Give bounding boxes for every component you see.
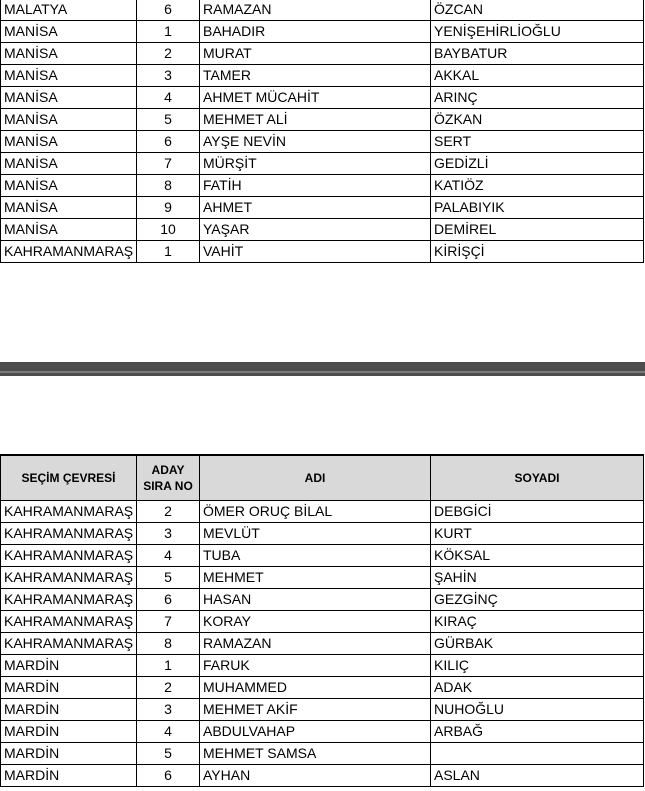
soyadi-cell: KURT [431, 523, 644, 545]
secim-cevresi-cell: MARDİN [1, 765, 137, 787]
soyadi-cell: GÜRBAK [431, 633, 644, 655]
table-row [1, 43, 644, 65]
secim-cevresi-cell: KAHRAMANMARAŞ [1, 633, 137, 655]
table-row [1, 765, 644, 787]
candidate-table-bottom-body [1, 501, 644, 787]
aday-sira-no-cell: 6 [137, 589, 200, 611]
adi-cell: YAŞAR [200, 219, 431, 241]
aday-sira-no-cell: 4 [137, 87, 200, 109]
aday-sira-no-cell: 6 [137, 131, 200, 153]
table-row [1, 0, 644, 21]
adi-cell: MEHMET AKİF [200, 699, 431, 721]
aday-sira-no-cell: 5 [137, 109, 200, 131]
table-row [1, 219, 644, 241]
aday-sira-no-cell: 5 [137, 567, 200, 589]
aday-sira-no-cell: 3 [137, 699, 200, 721]
aday-sira-no-cell: 3 [137, 65, 200, 87]
secim-cevresi-cell: MANİSA [1, 21, 137, 43]
adi-cell: MÜRŞİT [200, 153, 431, 175]
secim-cevresi-cell: KAHRAMANMARAŞ [1, 241, 137, 263]
soyadi-cell: ASLAN [431, 765, 644, 787]
aday-sira-no-cell: 6 [137, 765, 200, 787]
soyadi-cell: AKKAL [431, 65, 644, 87]
header-secim-cevresi: SEÇİM ÇEVRESİ [1, 455, 137, 501]
adi-cell: MEHMET ALİ [200, 109, 431, 131]
secim-cevresi-cell: MANİSA [1, 153, 137, 175]
adi-cell: RAMAZAN [200, 633, 431, 655]
aday-sira-no-cell: 1 [137, 21, 200, 43]
aday-sira-no-cell: 4 [137, 721, 200, 743]
soyadi-cell: BAYBATUR [431, 43, 644, 65]
secim-cevresi-cell: KAHRAMANMARAŞ [1, 523, 137, 545]
table-row [1, 65, 644, 87]
secim-cevresi-cell: MARDİN [1, 721, 137, 743]
soyadi-cell: ARBAĞ [431, 721, 644, 743]
adi-cell: MEHMET SAMSA [200, 743, 431, 765]
secim-cevresi-cell: KAHRAMANMARAŞ [1, 501, 137, 523]
soyadi-cell: KİRİŞÇİ [431, 241, 644, 263]
soyadi-cell: SERT [431, 131, 644, 153]
header-adi: ADI [200, 455, 431, 501]
secim-cevresi-cell: MANİSA [1, 109, 137, 131]
aday-sira-no-cell: 3 [137, 523, 200, 545]
soyadi-cell: YENİŞEHİRLİOĞLU [431, 21, 644, 43]
soyadi-cell: NUHOĞLU [431, 699, 644, 721]
soyadi-cell: GEZGİNÇ [431, 589, 644, 611]
adi-cell: VAHİT [200, 241, 431, 263]
soyadi-cell [431, 743, 644, 765]
secim-cevresi-cell: MANİSA [1, 197, 137, 219]
page-divider [0, 362, 645, 376]
aday-sira-no-cell: 8 [137, 633, 200, 655]
soyadi-cell: DEBGİCİ [431, 501, 644, 523]
table-row [1, 633, 644, 655]
soyadi-cell: ADAK [431, 677, 644, 699]
soyadi-cell: ÖZCAN [431, 0, 644, 21]
secim-cevresi-cell: MALATYA [1, 0, 137, 21]
table-row [1, 501, 644, 523]
aday-sira-no-cell: 1 [137, 241, 200, 263]
adi-cell: KORAY [200, 611, 431, 633]
secim-cevresi-cell: KAHRAMANMARAŞ [1, 611, 137, 633]
aday-sira-no-cell: 7 [137, 611, 200, 633]
table-header-row [1, 455, 644, 501]
soyadi-cell: ARINÇ [431, 87, 644, 109]
table-row [1, 743, 644, 765]
aday-sira-no-cell: 5 [137, 743, 200, 765]
adi-cell: BAHADIR [200, 21, 431, 43]
table-row [1, 655, 644, 677]
adi-cell: AHMET [200, 197, 431, 219]
secim-cevresi-cell: KAHRAMANMARAŞ [1, 589, 137, 611]
table-row [1, 545, 644, 567]
header-aday-sira-no: ADAY SIRA NO [137, 455, 200, 501]
aday-sira-no-cell: 2 [137, 501, 200, 523]
adi-cell: TUBA [200, 545, 431, 567]
table-row [1, 523, 644, 545]
candidate-table-top [0, 0, 644, 263]
table-row [1, 131, 644, 153]
secim-cevresi-cell: MARDİN [1, 699, 137, 721]
table-row [1, 153, 644, 175]
table-row [1, 87, 644, 109]
candidate-table-top-body [1, 0, 644, 263]
soyadi-cell: ÖZKAN [431, 109, 644, 131]
secim-cevresi-cell: MANİSA [1, 219, 137, 241]
secim-cevresi-cell: MARDİN [1, 655, 137, 677]
secim-cevresi-cell: KAHRAMANMARAŞ [1, 567, 137, 589]
soyadi-cell: PALABIYIK [431, 197, 644, 219]
secim-cevresi-cell: KAHRAMANMARAŞ [1, 545, 137, 567]
aday-sira-no-cell: 9 [137, 197, 200, 219]
adi-cell: FATİH [200, 175, 431, 197]
aday-sira-no-cell: 7 [137, 153, 200, 175]
adi-cell: FARUK [200, 655, 431, 677]
adi-cell: AYHAN [200, 765, 431, 787]
aday-sira-no-cell: 4 [137, 545, 200, 567]
soyadi-cell: GEDİZLİ [431, 153, 644, 175]
table-row [1, 197, 644, 219]
secim-cevresi-cell: MANİSA [1, 87, 137, 109]
adi-cell: MEHMET [200, 567, 431, 589]
secim-cevresi-cell: MANİSA [1, 131, 137, 153]
table-row [1, 611, 644, 633]
adi-cell: AHMET MÜCAHİT [200, 87, 431, 109]
table-row [1, 21, 644, 43]
adi-cell: AYŞE NEVİN [200, 131, 431, 153]
soyadi-cell: KATIÖZ [431, 175, 644, 197]
table-row [1, 109, 644, 131]
table-row [1, 699, 644, 721]
secim-cevresi-cell: MARDİN [1, 743, 137, 765]
candidate-table-bottom [0, 454, 644, 787]
secim-cevresi-cell: MANİSA [1, 175, 137, 197]
table-row [1, 677, 644, 699]
aday-sira-no-cell: 2 [137, 677, 200, 699]
table-row [1, 721, 644, 743]
soyadi-cell: ŞAHİN [431, 567, 644, 589]
aday-sira-no-cell: 1 [137, 655, 200, 677]
table-row [1, 589, 644, 611]
table-row [1, 567, 644, 589]
adi-cell: MUHAMMED [200, 677, 431, 699]
secim-cevresi-cell: MANİSA [1, 65, 137, 87]
header-soyadi: SOYADI [431, 455, 644, 501]
soyadi-cell: DEMİREL [431, 219, 644, 241]
aday-sira-no-cell: 2 [137, 43, 200, 65]
soyadi-cell: KÖKSAL [431, 545, 644, 567]
adi-cell: TAMER [200, 65, 431, 87]
aday-sira-no-cell: 10 [137, 219, 200, 241]
secim-cevresi-cell: MARDİN [1, 677, 137, 699]
adi-cell: ÖMER ORUÇ BİLAL [200, 501, 431, 523]
aday-sira-no-cell: 8 [137, 175, 200, 197]
adi-cell: MURAT [200, 43, 431, 65]
adi-cell: HASAN [200, 589, 431, 611]
adi-cell: MEVLÜT [200, 523, 431, 545]
soyadi-cell: KILIÇ [431, 655, 644, 677]
secim-cevresi-cell: MANİSA [1, 43, 137, 65]
aday-sira-no-cell: 6 [137, 0, 200, 21]
table-row [1, 175, 644, 197]
adi-cell: ABDULVAHAP [200, 721, 431, 743]
table-row [1, 241, 644, 263]
adi-cell: RAMAZAN [200, 0, 431, 21]
soyadi-cell: KIRAÇ [431, 611, 644, 633]
